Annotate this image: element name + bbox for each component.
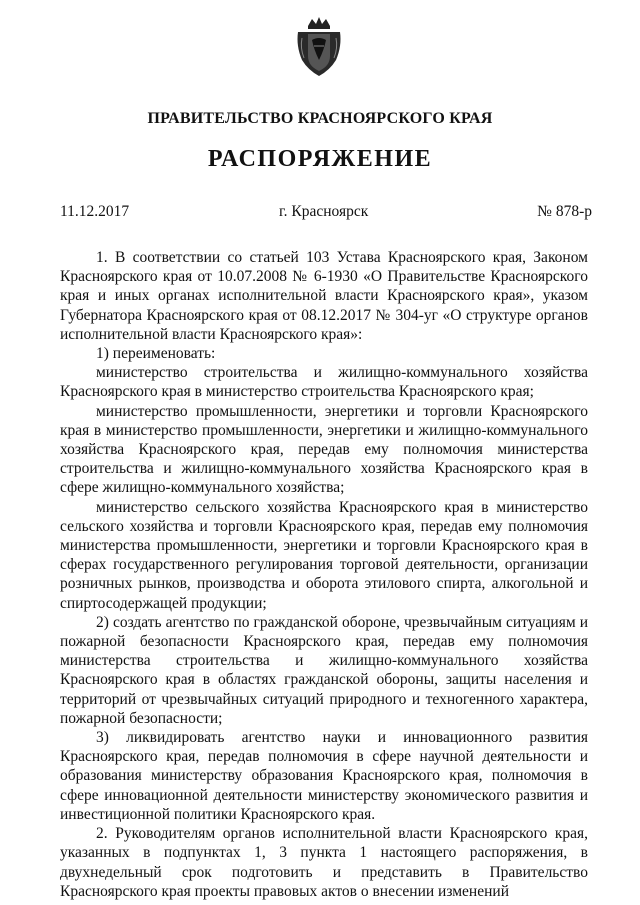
paragraph-1-3: 3) ликвидировать агентство науки и инновационного развития Красноярского края, передав полномочия в сфере научной деятельности и образования министерству образования Красноярского края, полномочия в сфере инновационной деятельности министерству экономического развития и инвестиционной политики Красноярского края. <box>60 729 588 823</box>
paragraph-1-1: 1) переименовать: <box>96 345 216 363</box>
document-number: № 878-р <box>537 203 592 220</box>
document-date: 11.12.2017 <box>60 203 130 220</box>
paragraph-rename-industry: министерство промышленности, энергетики и торговли Красноярского края в министерство промышленности, энергетики и жилищно-коммунального хозяйства Красноярского края, передав ему полномочия министерства строительства и жилищно-коммунального хозяйства Красноярского края в сфере жилищно-коммунального хозяйства; <box>60 402 588 497</box>
paragraph-rename-construction: министерство строительства и жилищно-коммунального хозяйства Красноярского края в министерство строительства Красноярского края; <box>60 364 588 401</box>
government-title: ПРАВИТЕЛЬСТВО КРАСНОЯРСКОГО КРАЯ <box>147 110 493 127</box>
paragraph-2: 2. Руководителям органов исполнительной власти Красноярского края, указанных в подпунктах 1, 3 пункта 1 настоящего распоряжения, в двухнедельный срок подготовить и представить в Правительство Красноярского края проекты правовых актов о внесении изменений <box>60 825 588 900</box>
document-type-title: РАСПОРЯЖЕНИЕ <box>207 146 433 172</box>
paragraph-1: 1. В соответствии со статьей 103 Устава Красноярского края, Законом Красноярского края от 10.07.2008 № 6-1930 «О Правительстве Красноярского края и иных органах исполнительной власти Красноярского края», указом Губернатора Красноярского края от 08.12.2017 № 304-уг «О структуре органов исполнительной власти Красноярского края»: <box>60 249 588 343</box>
coat-of-arms-icon <box>294 16 344 78</box>
document-city: г. Красноярск <box>279 203 369 220</box>
paragraph-1-2: 2) создать агентство по гражданской обороне, чрезвычайным ситуациям и пожарной безопасности Красноярского края, передав ему полномочия министерства строительства и жилищно-коммунального хозяйства Красноярского края в областях гражданской обороны, защиты населения и территорий от чрезвычайных ситуаций природного и техногенного характера, пожарной безопасности; <box>60 613 588 727</box>
paragraph-rename-agriculture: министерство сельского хозяйства Красноярского края в министерство сельского хозяйства и торговли Красноярского края, передав ему полномочия министерства промышленности, энергетики и торговли Красноярского края в сферах государственного регулирования торговой деятельности, организации розничных рынков, производства и оборота этилового спирта, алкогольной и спиртосодержащей продукции; <box>60 498 588 612</box>
document-body <box>60 248 588 901</box>
